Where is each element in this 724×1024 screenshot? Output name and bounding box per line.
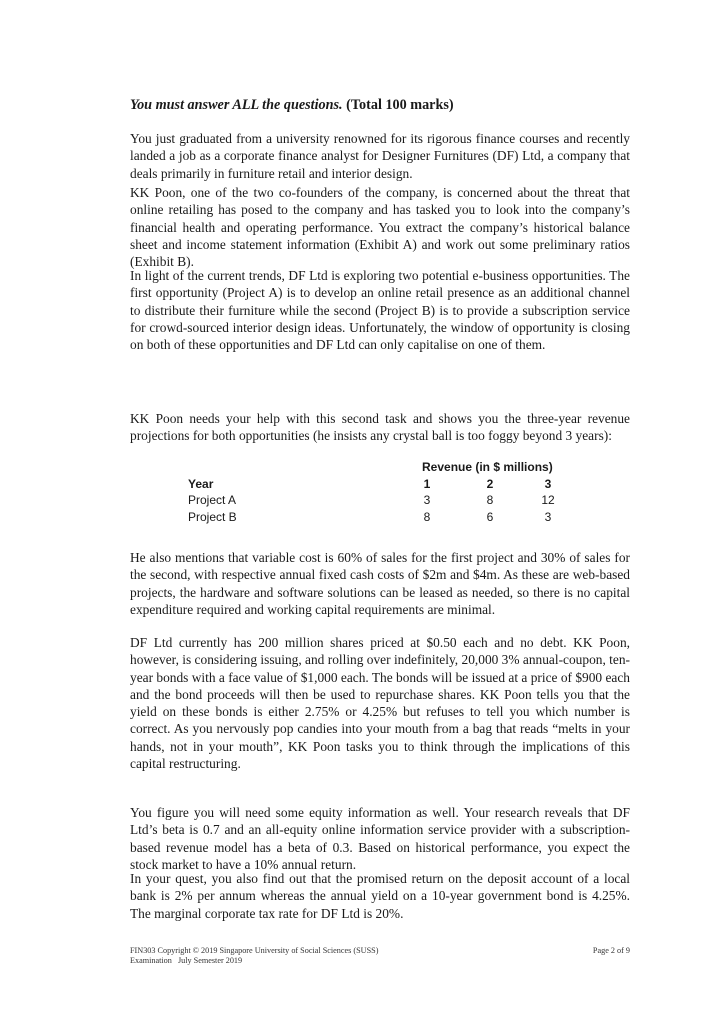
- project-b-label: Project B: [188, 509, 237, 524]
- paragraph-equity-info: You figure you will need some equity information as well. Your research reveals that DF Ltd’s beta is 0.7 and an all-equity online information service provider with a subscription-based revenue model has a beta of 0.3. Based on historical performance, you expect the stock market to have a 10% annual return.: [130, 805, 630, 872]
- footer-left: [130, 946, 378, 967]
- paragraph-costs: He also mentions that variable cost is 60% of sales for the first project and 30% of sales for the second, with respective annual fixed cash costs of $2m and $4m. As these are web-based projects, the hardware and software solutions can be leased as needed, so there is no capital expenditure required and working capital requirements are minimal.: [130, 550, 630, 617]
- instructions-heading: [130, 97, 454, 114]
- paragraph-revenue-projections: KK Poon needs your help with this second task and shows you the three-year revenue projections for both opportunities (he insists any crystal ball is too foggy beyond 3 years):: [130, 411, 630, 444]
- footer-copyright: FIN303 Copyright © 2019 Singapore University of Social Sciences (SUSS): [130, 946, 379, 955]
- project-a-label: Project A: [188, 493, 237, 507]
- project-a-year-1: 3: [423, 493, 431, 507]
- project-a-year-2: 8: [486, 493, 494, 507]
- revenue-table-header-row: [188, 477, 568, 494]
- paragraph-opportunities: In light of the current trends, DF Ltd is exploring two potential e-business opportunities. The first opportunity (Project A) is to develop an online retail presence as an additional channel to distribute their furniture while the second (Project B) is to provide a subscription service for crowd-sourced interior design ideas. Unfortunately, the window of opportunity is closing on both of these opportunities and DF Ltd can only capitalise on one of them.: [130, 268, 630, 353]
- year-1: 1: [423, 476, 431, 491]
- project-b-year-2: 6: [486, 509, 494, 524]
- year-2: 2: [486, 476, 494, 491]
- project-b-year-1: 8: [423, 509, 431, 524]
- page-number: Page 2 of 9: [592, 946, 630, 955]
- year-label: Year: [188, 476, 214, 491]
- instructions-emphasis: You must answer ALL the questions.: [130, 97, 343, 113]
- revenue-table: [188, 460, 568, 526]
- table-row: [188, 493, 568, 510]
- revenue-table-caption: Revenue (in $ millions): [422, 460, 553, 474]
- year-3: 3: [544, 476, 552, 491]
- project-b-year-3: 3: [544, 509, 552, 524]
- table-row: [188, 510, 568, 527]
- project-a-year-3: 12: [541, 493, 555, 507]
- revenue-table-caption-row: [188, 460, 568, 477]
- paragraph-intro: You just graduated from a university renowned for its rigorous finance courses and recently landed a job as a corporate finance analyst for Designer Furnitures (DF) Ltd, a company that deals primarily in furniture retail and interior design.: [130, 131, 630, 181]
- paragraph-kk-poon-concern: KK Poon, one of the two co-founders of the company, is concerned about the threat that online retailing has posed to the company and has tasked you to look into the company’s financial health and operating performance. You extract the company’s historical balance sheet and income statement information (Exhibit A) and work out some preliminary ratios (Exhibit B).: [130, 185, 630, 270]
- paragraph-capital-restructuring: DF Ltd currently has 200 million shares priced at $0.50 each and no debt. KK Poon, however, is considering issuing, and rolling over indefinitely, 20,000 3% annual-coupon, ten-year bonds with a face value of $1,000 each. The bonds will be issued at a price of $900 each and the bond proceeds will then be used to repurchase shares. KK Poon tells you that the yield on these bonds is either 2.75% or 4.25% but refuses to tell you which number is correct. As you nervously pop candies into your mouth from a bag that reads “melts in your hands, not in your mouth”, KK Poon tasks you to think through the implications of this capital restructuring.: [130, 635, 630, 772]
- total-marks: (Total 100 marks): [342, 97, 454, 113]
- footer-exam-info: Examination July Semester 2019: [130, 956, 243, 966]
- paragraph-rates-tax: In your quest, you also find out that the promised return on the deposit account of a local bank is 2% per annum whereas the annual yield on a 10-year government bond is 4.25%. The marginal corporate tax rate for DF Ltd is 20%.: [130, 871, 630, 921]
